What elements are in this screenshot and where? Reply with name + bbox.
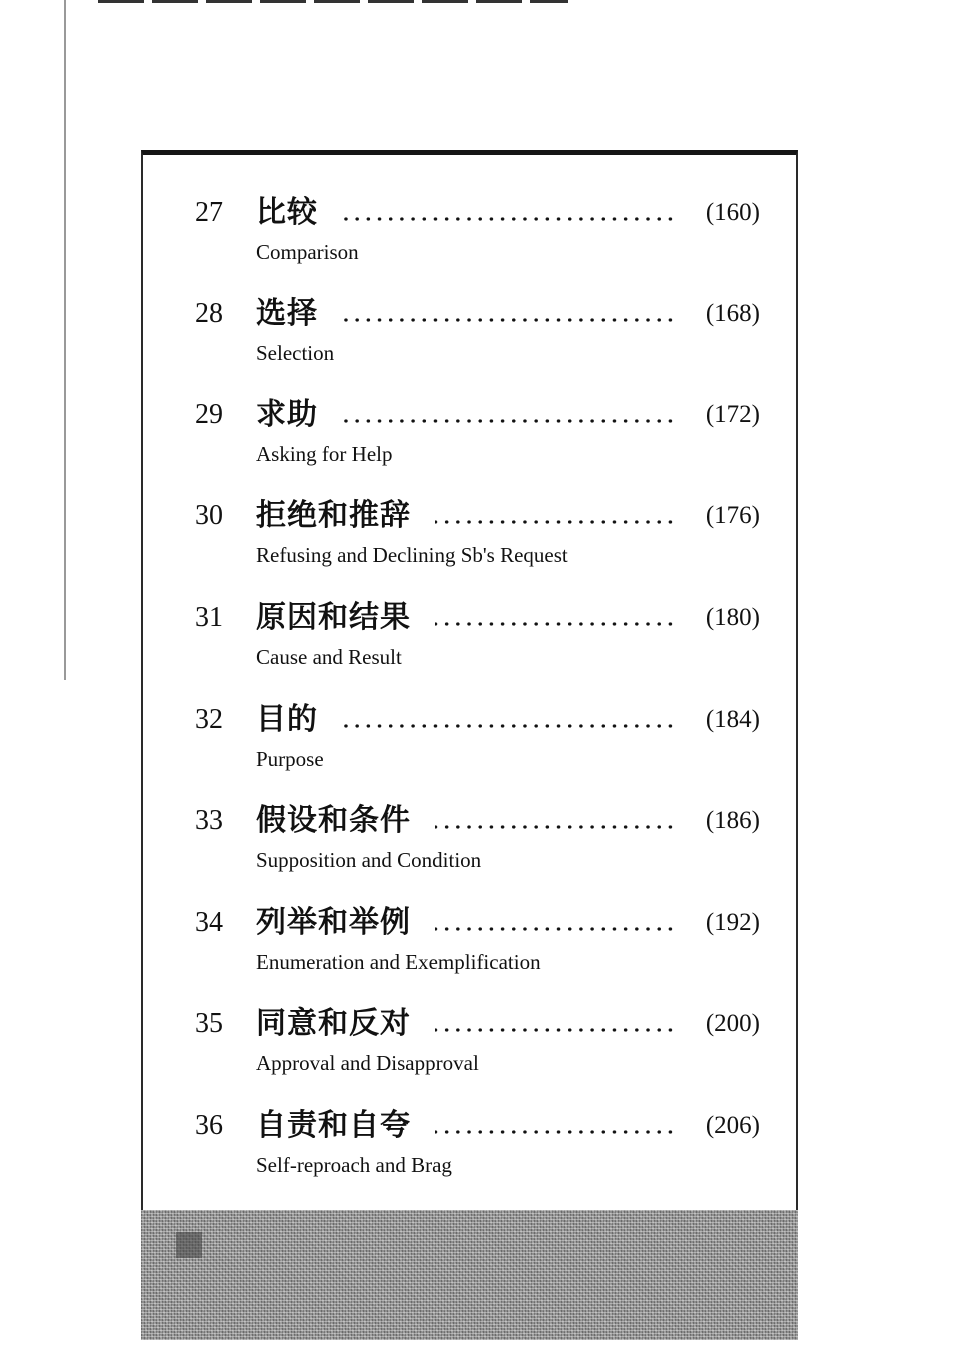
leader-dots bbox=[343, 217, 676, 221]
chapter-number: 34 bbox=[195, 907, 223, 938]
toc-entry[interactable] bbox=[143, 801, 796, 891]
chapter-title-chinese: 比较 bbox=[256, 195, 318, 230]
leader-dots bbox=[435, 825, 676, 829]
top-edge-rule bbox=[98, 0, 568, 3]
chapter-title-english: Selection bbox=[256, 341, 335, 365]
leader-dots bbox=[435, 622, 676, 626]
leader-dots bbox=[435, 520, 676, 524]
chapter-number: 27 bbox=[195, 197, 223, 228]
toc-entry[interactable] bbox=[143, 294, 796, 384]
chapter-title-chinese: 拒绝和推辞 bbox=[256, 498, 411, 533]
chapter-title-english: Refusing and Declining Sb's Request bbox=[256, 543, 568, 567]
leader-dots bbox=[343, 318, 676, 322]
chapter-number: 31 bbox=[195, 602, 223, 633]
leader-dots bbox=[343, 724, 676, 728]
toc-entry[interactable] bbox=[143, 700, 796, 790]
page-number: (184) bbox=[705, 706, 760, 733]
chapter-title-english: Approval and Disapproval bbox=[256, 1051, 479, 1075]
page-number: (168) bbox=[705, 300, 760, 327]
chapter-title-english: Cause and Result bbox=[256, 645, 402, 669]
page-number: (180) bbox=[705, 604, 760, 631]
chapter-number: 28 bbox=[195, 298, 223, 329]
page-number: (186) bbox=[705, 807, 760, 834]
chapter-title-chinese: 求助 bbox=[256, 397, 318, 432]
chapter-title-chinese: 选择 bbox=[256, 296, 318, 331]
chapter-number: 36 bbox=[195, 1110, 223, 1141]
chapter-title-chinese: 同意和反对 bbox=[256, 1006, 411, 1041]
chapter-number: 33 bbox=[195, 805, 223, 836]
binding-edge-line bbox=[64, 0, 66, 680]
toc-entry[interactable] bbox=[143, 903, 796, 993]
footer-mark bbox=[176, 1232, 202, 1258]
chapter-title-english: Asking for Help bbox=[256, 442, 393, 466]
chapter-title-chinese: 列举和举例 bbox=[256, 905, 411, 940]
chapter-title-english: Self-reproach and Brag bbox=[256, 1153, 452, 1177]
chapter-title-chinese: 目的 bbox=[256, 702, 318, 737]
chapter-number: 30 bbox=[195, 500, 223, 531]
chapter-number: 32 bbox=[195, 704, 223, 735]
chapter-title-english: Purpose bbox=[256, 747, 324, 771]
chapter-number: 29 bbox=[195, 399, 223, 430]
page-number: (200) bbox=[705, 1010, 760, 1037]
chapter-title-chinese: 假设和条件 bbox=[256, 803, 411, 838]
leader-dots bbox=[435, 1028, 676, 1032]
chapter-title-chinese: 自责和自夸 bbox=[256, 1108, 411, 1143]
halftone-footer-band bbox=[141, 1210, 798, 1340]
toc-entry[interactable] bbox=[143, 1106, 796, 1196]
toc-entry[interactable] bbox=[143, 1004, 796, 1094]
chapter-number: 35 bbox=[195, 1008, 223, 1039]
leader-dots bbox=[435, 1130, 676, 1134]
toc-entry[interactable] bbox=[143, 598, 796, 688]
toc-entry[interactable] bbox=[143, 193, 796, 283]
leader-dots bbox=[435, 927, 676, 931]
page-number: (192) bbox=[705, 909, 760, 936]
toc-entry[interactable] bbox=[143, 395, 796, 485]
chapter-title-english: Enumeration and Exemplification bbox=[256, 950, 541, 974]
table-of-contents bbox=[141, 150, 798, 1212]
chapter-title-chinese: 原因和结果 bbox=[256, 600, 411, 635]
leader-dots bbox=[343, 419, 676, 423]
page-number: (172) bbox=[705, 401, 760, 428]
chapter-title-english: Supposition and Condition bbox=[256, 848, 482, 872]
page-number: (176) bbox=[705, 502, 760, 529]
page-number: (206) bbox=[705, 1112, 760, 1139]
toc-entry[interactable] bbox=[143, 496, 796, 586]
chapter-title-english: Comparison bbox=[256, 240, 359, 264]
page-number: (160) bbox=[705, 199, 760, 226]
